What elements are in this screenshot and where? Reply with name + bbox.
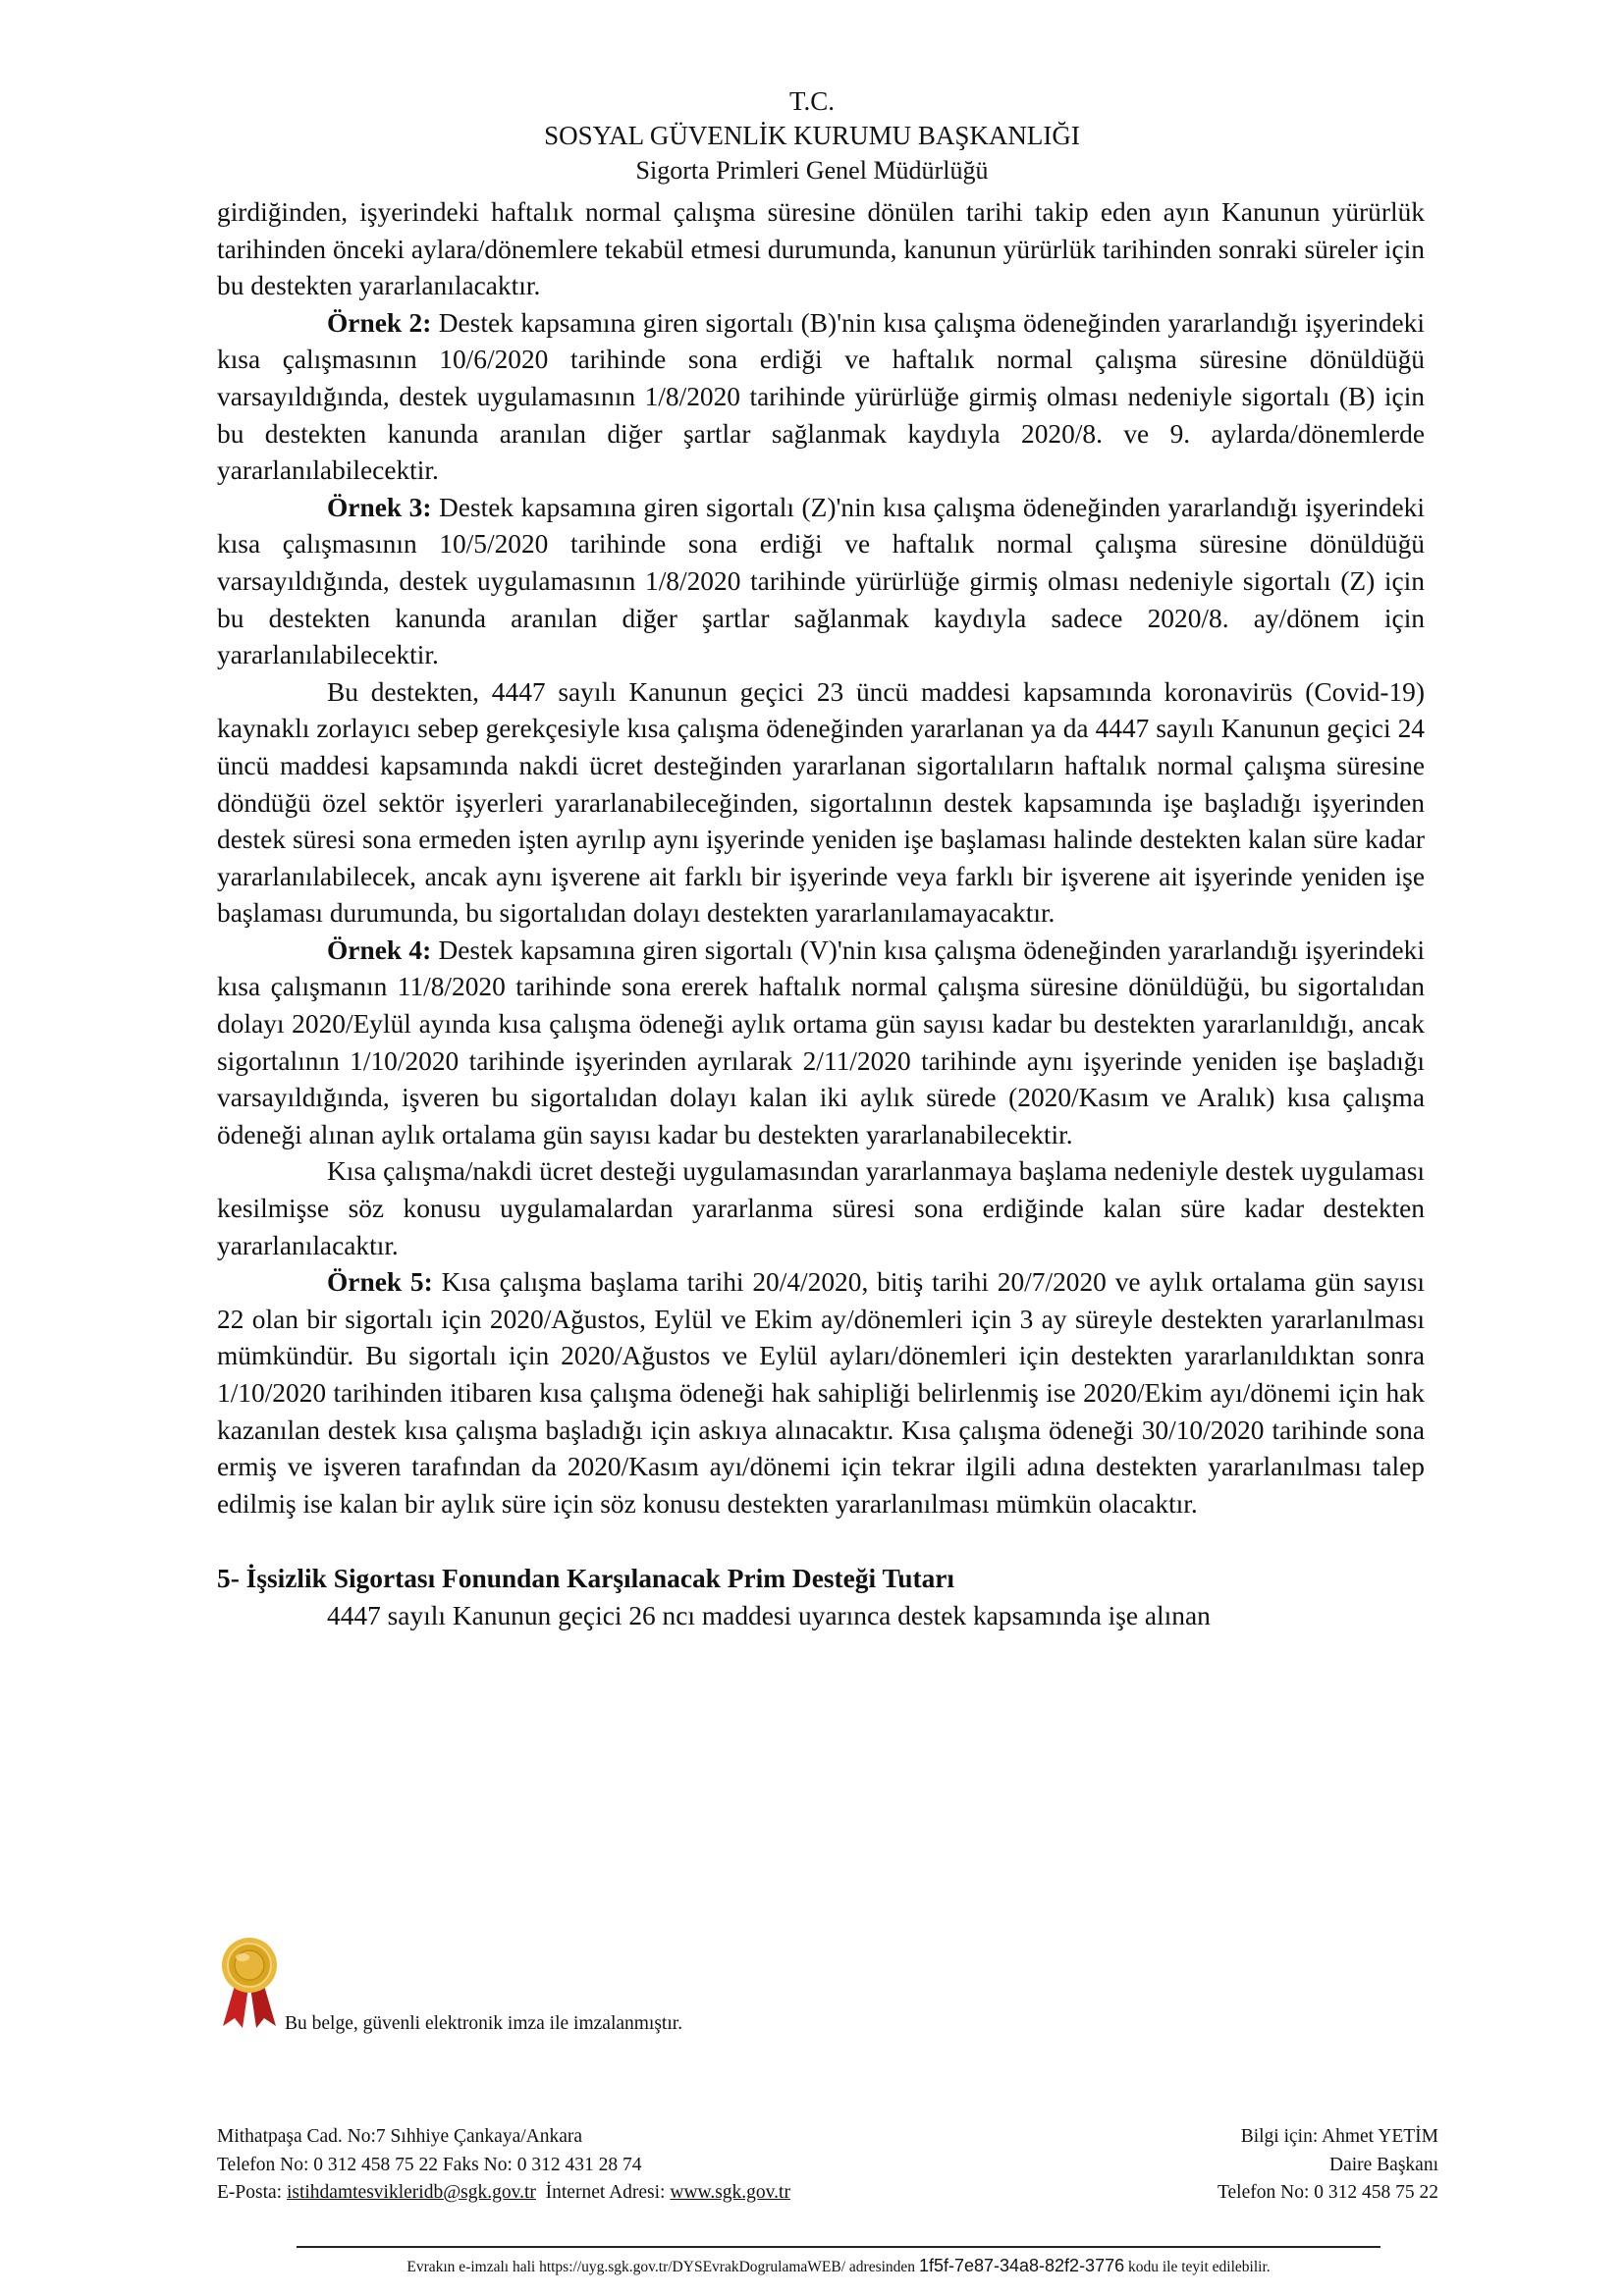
website-link[interactable]: www.sgk.gov.tr bbox=[670, 2182, 790, 2203]
footer-contact-line bbox=[217, 2179, 790, 2208]
paragraph-support-scope: Bu destekten, 4447 sayılı Kanunun geçici 23 üncü maddesi kapsamında koronavirüs (Covid-19) kaynaklı zorlayıcı sebep gerekçesiyle kısa çalışma ödeneğinden yararlanan ya da 4447 sayılı Kanunun geçici 24 üncü maddesi kapsamında nakdi ücret desteğinden yararlanan sigortalıların haftalık normal çalışma süresine döndüğü özel sektör işyerleri yararlanabileceğinden, sigortalının destek kapsamında işe başladığı işyerinden destek süresi sona ermeden işten ayrılıp aynı işyerinde yeniden işe başlaması halinde destekten kalan süre kadar yararlanılabilecek, ancak aynı işverene ait farklı bir işyerinde veya farklı bir işverene ait işyerinde yeniden işe başlaması durumunda, bu sigortalıdan dolayı destekten yararlanılamayacaktır. bbox=[217, 676, 1425, 929]
web-label: İnternet Adresi: bbox=[535, 2182, 671, 2203]
document-header bbox=[0, 84, 1624, 188]
example-3-text: Destek kapsamına giren sigortalı (Z)'nin kısa çalışma ödeneğinden yararlandığı işyerindeki kısa çalışmasının 10/5/2020 tarihinde sona erdiği ve haftalık normal çalışma süresine dönüldüğü varsayıldığında, destek uygulamasının 1/8/2020 tarihinde yürürlüğe girmiş olması nedeniyle sigortalı (Z) için bu destekten kanunda aranılan diğer şartlar sağlanmak kaydıyla sadece 2020/8. ay/dönem için yararlanılabilecektir. bbox=[217, 492, 1425, 670]
footer-phone-fax: Telefon No: 0 312 458 75 22 Faks No: 0 312 431 28 74 bbox=[217, 2154, 642, 2175]
example-2-text: Destek kapsamına giren sigortalı (B)'nin kısa çalışma ödeneğinden yararlandığı işyerindeki kısa çalışmasının 10/6/2020 tarihinde sona erdiği ve haftalık normal çalışma süresine dönüldüğü varsayıldığında, destek uygulamasının 1/8/2020 tarihinde yürürlüğe girmiş olması nedeniyle sigortalı (B) için bu destekten kanunda aranılan diğer şartlar sağlanmak kaydıyla 2020/8. ve 9. aylarda/dönemlerde yararlanılabilecektir. bbox=[217, 307, 1425, 486]
footer-divider bbox=[297, 2246, 1380, 2248]
document-body bbox=[217, 194, 1425, 1635]
example-5-text: Kısa çalışma başlama tarihi 20/4/2020, bitiş tarihi 20/7/2020 ve aylık ortalama gün sayısı 22 olan bir sigortalı için 2020/Ağustos, Eylül ve Ekim ay/dönemleri için 3 ay süreyle destekten yararlanılması mümkündür. Bu sigortalı için 2020/Ağustos ve Eylül ayları/dönemleri için destekten yararlanıldıktan sonra 1/10/2020 tarihinden itibaren kısa çalışma ödeneği hak sahipliği belirlenmiş ise 2020/Ekim ayı/dönemi için hak kazanılan destek kısa çalışma başladığı için askıya alınacaktır. Kısa çalışma ödeneği 30/10/2020 tarihinde sona ermiş ve işveren tarafından da 2020/Kasım ayı/dönemi için tekrar ilgili adına destekten yararlanılması talep edilmiş ise kalan bir aylık süre için söz konusu destekten yararlanılması mümkün olacaktır. bbox=[217, 1267, 1425, 1519]
example-5-paragraph bbox=[217, 1264, 1425, 1522]
header-institution: SOSYAL GÜVENLİK KURUMU BAŞKANLIĞI bbox=[544, 121, 1080, 150]
paragraph-continuation: girdiğinden, işyerindeki haftalık normal çalışma süresine dönülen tarihi takip eden ayın Kanunun yürürlük tarihinden önceki aylara/dönemlere tekabül etmesi durumunda, kanunun yürürlük tarihinden sonraki süreler için bu destekten yararlanılacaktır. bbox=[217, 197, 1425, 301]
example-3-paragraph bbox=[217, 490, 1425, 674]
contact-phone: Telefon No: 0 312 458 75 22 bbox=[1217, 2182, 1438, 2203]
example-2-paragraph bbox=[217, 305, 1425, 490]
example-3-label: Örnek 3: bbox=[327, 492, 432, 522]
email-link[interactable]: istihdamtesvikleridb@sgk.gov.tr bbox=[286, 2182, 536, 2203]
contact-person: Bilgi için: Ahmet YETİM bbox=[1240, 2126, 1438, 2147]
footer-contact-block bbox=[1218, 2123, 1438, 2208]
e-signature-note: Bu belge, güvenli elektronik imza ile imzalanmıştır. bbox=[285, 2013, 683, 2034]
example-4-paragraph bbox=[217, 933, 1425, 1154]
example-4-text: Destek kapsamına giren sigortalı (V)'nin kısa çalışma ödeneğinden yararlandığı işyerindeki kısa çalışmanın 11/8/2020 tarihinde sona ererek haftalık normal çalışma süresine dönüldüğü, bu sigortalıdan dolayı 2020/Eylül ayında kısa çalışma ödeneği aylık ortama gün sayısı kadar bu destekten yararlanıldığı, ancak sigortalının 1/10/2020 tarihinde işyerinden ayrılarak 2/11/2020 tarihinde aynı işyerinde yeniden işe başladığı varsayıldığında, işveren bu sigortalıdan dolayı kalan iki aylık sürede (2020/Kasım ve Aralık) kısa çalışma ödeneği alınan aylık ortalama gün sayısı kadar bu destekten yararlanabilecektir. bbox=[217, 934, 1425, 1149]
paragraph-final: 4447 sayılı Kanunun geçici 26 ncı maddesi uyarınca destek kapsamında işe alınan bbox=[327, 1600, 1211, 1630]
example-4-label: Örnek 4: bbox=[327, 934, 432, 965]
spacer bbox=[217, 1522, 1425, 1561]
e-signature-seal-icon bbox=[215, 1936, 284, 2030]
section-title: 5- İşsizlik Sigortası Fonundan Karşılanacak Prim Desteği Tutarı bbox=[217, 1564, 955, 1594]
verification-code: 1f5f-7e87-34a8-82f2-3776 bbox=[918, 2256, 1125, 2275]
header-tc: T.C. bbox=[789, 86, 835, 116]
contact-title: Daire Başkanı bbox=[1328, 2154, 1438, 2175]
email-label: E-Posta: bbox=[217, 2182, 287, 2203]
paragraph-short-work: Kısa çalışma/nakdi ücret desteği uygulamasından yararlanmaya başlama nedeniyle destek uygulaması kesilmişse söz konusu uygulamalardan yararlanma süresi sona erdiğinde kalan süre kadar destekten yararlanılacaktır. bbox=[217, 1156, 1425, 1260]
verification-line bbox=[297, 2254, 1380, 2279]
example-5-label: Örnek 5: bbox=[327, 1267, 433, 1298]
footer-address: Mithatpaşa Cad. No:7 Sıhhiye Çankaya/Ankara bbox=[217, 2126, 583, 2147]
verification-prefix: Evrakın e-imzalı hali https://uyg.sgk.gov.tr/DYSEvrakDogrulamaWEB/ adresinden bbox=[406, 2259, 919, 2275]
example-2-label: Örnek 2: bbox=[327, 307, 432, 338]
footer-address-block bbox=[217, 2123, 790, 2208]
verification-suffix: kodu ile teyit edilebilir. bbox=[1124, 2259, 1271, 2275]
header-directorate: Sigorta Primleri Genel Müdürlüğü bbox=[635, 156, 989, 185]
